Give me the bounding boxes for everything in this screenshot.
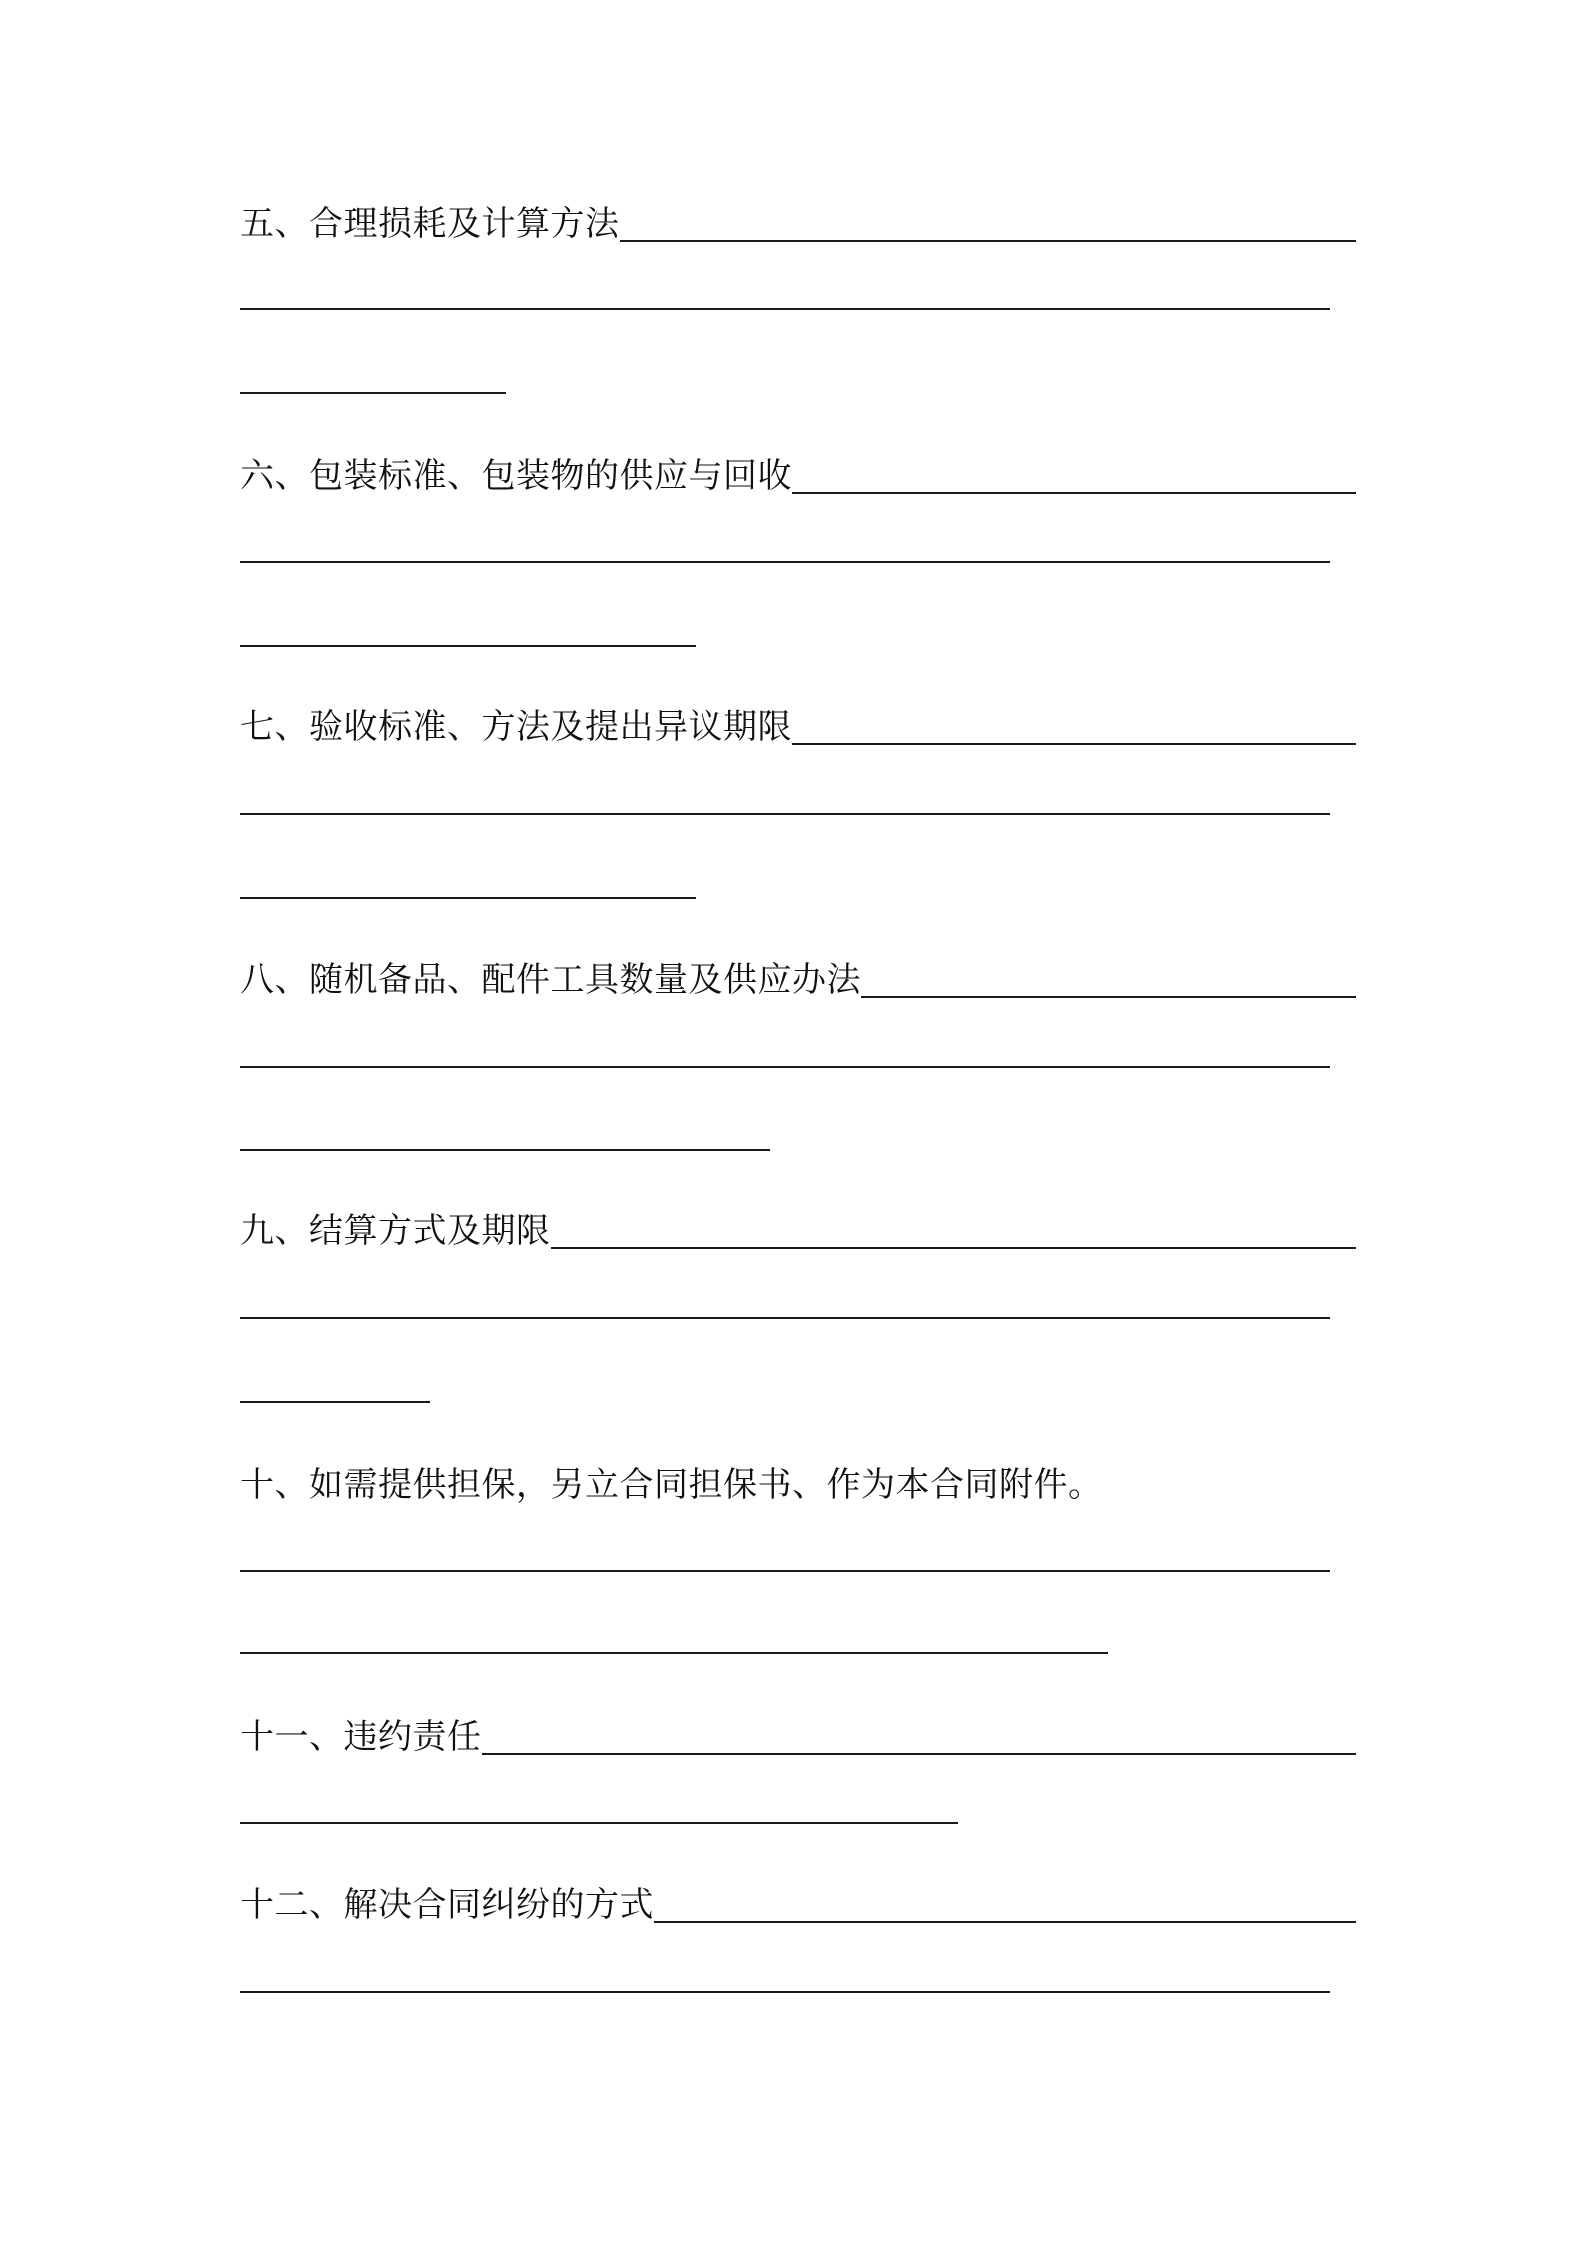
fill-in-line: [551, 1247, 1357, 1249]
section-heading-6: [240, 442, 1356, 502]
fill-in-line: [240, 1317, 1330, 1319]
section-heading-text: 十二、解决合同纠纷的方式: [240, 1885, 654, 1925]
fill-in-line: [620, 240, 1357, 242]
section-heading-8: [240, 946, 1356, 1006]
fill-in-line: [240, 1066, 1330, 1068]
section-heading-12: [240, 1871, 1356, 1931]
section-heading-text: 十、如需提供担保，另立合同担保书、作为本合同附件。: [240, 1465, 1103, 1505]
fill-in-line: [240, 1149, 770, 1151]
fill-in-line: [861, 996, 1356, 998]
fill-in-line: [240, 897, 696, 899]
fill-in-line: [240, 813, 1330, 815]
section-heading-7: [240, 693, 1356, 753]
fill-in-line: [240, 308, 1330, 310]
fill-in-line: [792, 743, 1356, 745]
section-heading-text: 九、结算方式及期限: [240, 1211, 551, 1251]
fill-in-line: [240, 561, 1330, 563]
section-heading-11: [240, 1703, 1356, 1763]
section-heading-5: [240, 190, 1356, 250]
fill-in-line: [654, 1921, 1356, 1923]
section-heading-10: [240, 1451, 1356, 1511]
section-heading-text: 八、随机备品、配件工具数量及供应办法: [240, 960, 861, 1000]
section-heading-text: 六、包装标准、包装物的供应与回收: [240, 456, 792, 496]
fill-in-line: [240, 392, 506, 394]
section-heading-text: 十一、违约责任: [240, 1717, 482, 1757]
fill-in-line: [240, 1570, 1330, 1572]
section-heading-text: 七、验收标准、方法及提出异议期限: [240, 707, 792, 747]
fill-in-line: [240, 645, 696, 647]
fill-in-line: [240, 1401, 430, 1403]
fill-in-line: [240, 1652, 1108, 1654]
fill-in-line: [240, 1991, 1330, 1993]
section-heading-text: 五、合理损耗及计算方法: [240, 204, 620, 244]
fill-in-line: [792, 492, 1356, 494]
fill-in-line: [482, 1753, 1357, 1755]
fill-in-line: [240, 1822, 958, 1824]
section-heading-9: [240, 1197, 1356, 1257]
